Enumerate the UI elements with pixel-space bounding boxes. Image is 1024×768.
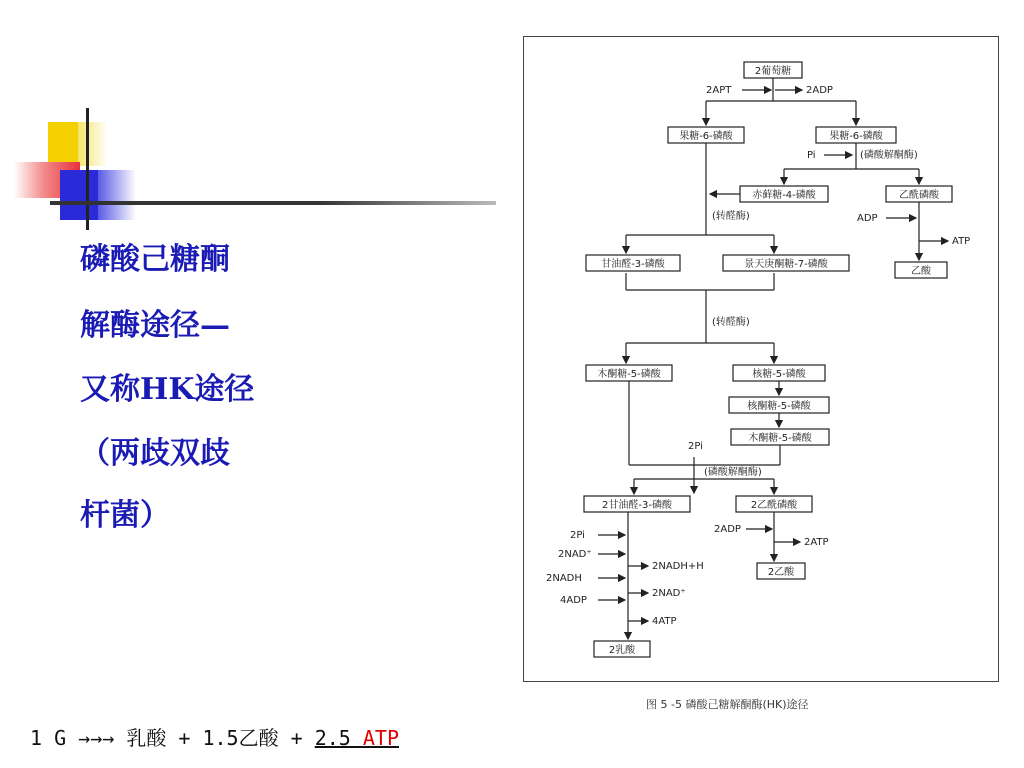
node-glucose-label: 2葡萄糖 [754, 66, 792, 77]
node-g3p [586, 255, 680, 271]
node-acetate-label: 乙酸 [911, 266, 931, 277]
summary-equation [30, 722, 399, 751]
node-acetyl-phosphate-2-label: 2乙酰磷酸 [750, 500, 798, 511]
label-2nad: 2NAD⁺ [558, 549, 592, 560]
label-enzyme-phosphoketolase-1: (磷酸解酮酶) [860, 150, 918, 161]
node-xu5p [586, 365, 672, 381]
slide-title-line-2: 解酶途径— [80, 308, 230, 343]
node-g3p-2-label: 2甘油醛-3-磷酸 [602, 500, 672, 511]
node-lactate [594, 641, 650, 657]
label-2pi: 2Pi [688, 441, 703, 452]
node-xu5p-b [731, 429, 829, 445]
pathway-diagram-svg [524, 37, 1000, 683]
diagram-caption: 图 5 -5 磷酸己糖解酮酶(HK)途径 [646, 698, 809, 711]
node-g3p-2 [584, 496, 690, 512]
label-2atp: 2ATP [804, 537, 829, 548]
decor-blue-square [60, 170, 98, 220]
equation-atp-amount: 2.5 [314, 726, 363, 750]
label-transaldolase-2: (转醛酶) [712, 317, 750, 328]
decor-yellow-fade [78, 122, 108, 166]
slide-title-line-1: 磷酸己糖酮 [80, 242, 230, 277]
label-enzyme-phosphoketolase-2: (磷酸解酮酶) [704, 467, 762, 478]
node-s7p [723, 255, 849, 271]
label-atp: ATP [952, 236, 971, 247]
pathway-connectors [598, 78, 948, 639]
label-4atp: 4ATP [652, 616, 677, 627]
decor-yellow-square [48, 122, 78, 166]
equation-atp-word: ATP [362, 726, 399, 750]
node-acetyl-phosphate [886, 186, 952, 202]
node-r5p-label: 核糖-5-磷酸 [752, 369, 806, 380]
slide-title-line-4: （两歧双歧 [80, 436, 230, 471]
decor-horizontal-line [50, 201, 496, 205]
label-adp: ADP [857, 213, 878, 224]
node-ru5p [729, 397, 829, 413]
node-xu5p-b-label: 木酮糖-5-磷酸 [748, 433, 812, 444]
pathway-diagram [523, 36, 999, 682]
label-2apt: 2APT [706, 85, 732, 96]
node-f6p-right-label: 果糖-6-磷酸 [829, 131, 883, 142]
node-glucose [744, 62, 802, 78]
node-ru5p-label: 核酮糖-5-磷酸 [747, 401, 811, 412]
node-f6p-left [668, 127, 744, 143]
node-acetyl-phosphate-2 [736, 496, 812, 512]
node-e4p [740, 186, 828, 202]
label-transaldolase: (转醛酶) [712, 211, 750, 222]
label-4adp: 4ADP [560, 595, 587, 606]
node-lactate-label: 2乳酸 [608, 645, 636, 656]
label-pi: Pi [807, 150, 816, 161]
node-g3p-label: 甘油醛-3-磷酸 [601, 259, 665, 270]
node-f6p-left-label: 果糖-6-磷酸 [679, 131, 733, 142]
label-2pi-b: 2Pi [570, 530, 585, 541]
decor-blue-fade [98, 170, 136, 220]
node-s7p-label: 景天庚酮糖-7-磷酸 [744, 259, 828, 270]
node-f6p-right [816, 127, 896, 143]
node-acetate [895, 262, 947, 278]
slide-title-line-5: 杆菌） [80, 498, 170, 533]
label-2adp-b: 2ADP [714, 524, 741, 535]
node-acetyl-phosphate-label: 乙酰磷酸 [899, 190, 939, 201]
equation-products: 乳酸 + 1.5乙酸 + [126, 726, 315, 750]
label-2nad-b: 2NAD⁺ [652, 588, 686, 599]
label-2nadh: 2NADH [546, 573, 582, 584]
node-r5p [733, 365, 825, 381]
slide-title-line-3: 又称HK途径 [80, 372, 255, 407]
node-xu5p-label: 木酮糖-5-磷酸 [597, 369, 661, 380]
node-acetate-2 [757, 563, 805, 579]
decor-vertical-line [86, 108, 89, 230]
node-acetate-2-label: 2乙酸 [767, 567, 795, 578]
label-2nadh-h: 2NADH+H [652, 561, 704, 572]
node-e4p-label: 赤藓糖-4-磷酸 [752, 190, 816, 201]
equation-lhs: 1 G →→→ [30, 726, 127, 750]
label-2adp: 2ADP [806, 85, 833, 96]
